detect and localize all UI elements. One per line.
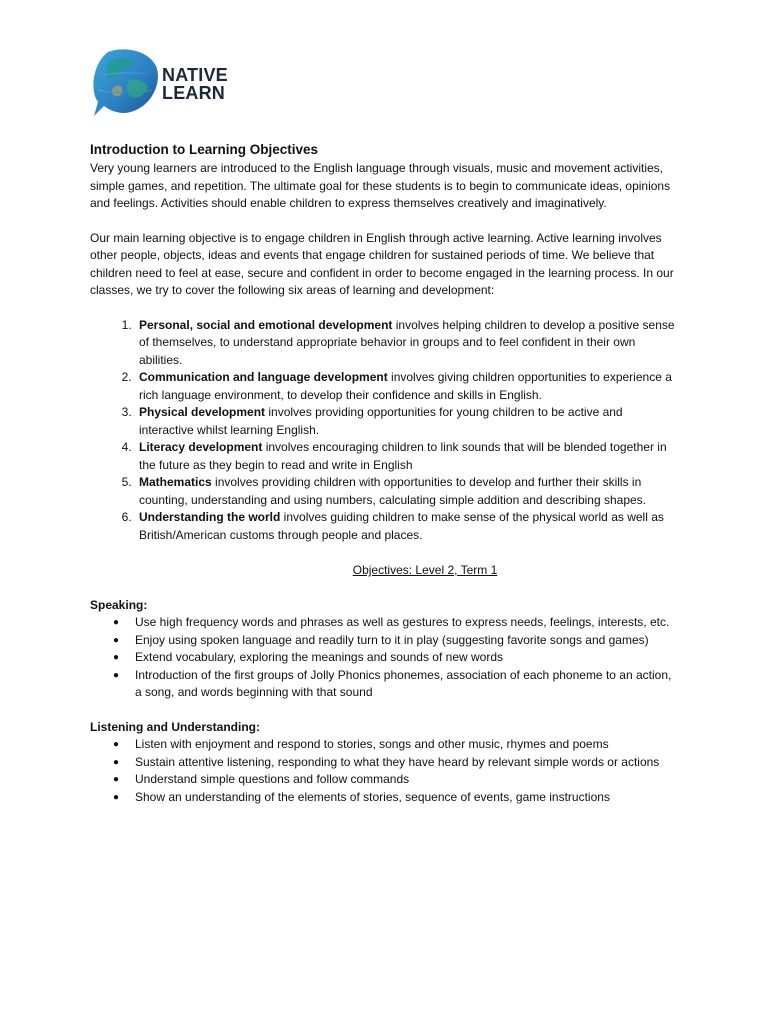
list-item — [135, 439, 680, 474]
list-item — [135, 509, 680, 544]
document-body — [90, 140, 680, 806]
area-description: involves giving children opportunities to experience a rich language environment, to develop their confidence and skills in English. — [139, 370, 672, 402]
list-item: ● Sustain attentive listening, responding to what they have heard by relevant simple words or actions — [135, 754, 680, 772]
list-item: ● Listen with enjoyment and respond to stories, songs and other music, rhymes and poems — [135, 736, 680, 754]
list-item: ● Understand simple questions and follow commands — [135, 771, 680, 789]
list-item: ● Extend vocabulary, exploring the meanings and sounds of new words — [135, 649, 680, 667]
area-name: Personal, social and emotional development — [139, 317, 393, 332]
area-name: Understanding the world — [139, 510, 281, 524]
globe-icon — [90, 46, 160, 120]
list-item: ● Enjoy using spoken language and readily turn to it in play (suggesting favorite songs and games) — [135, 632, 680, 650]
area-description: involves encouraging children to link sounds that will be blended together in the future as they begin to read and write in English — [139, 440, 667, 472]
list-item: ● Introduction of the first groups of Jolly Phonics phonemes, association of each phoneme to an action, a song, and words beginning with that sound — [135, 667, 680, 702]
logo-line-2: LEARN — [162, 83, 225, 103]
development-areas-list — [90, 317, 680, 545]
area-name: Mathematics — [139, 475, 212, 489]
objectives-heading: Objectives: Level 2, Term 1 — [352, 563, 498, 577]
area-name: Communication and language development — [139, 370, 388, 384]
intro-paragraph-1: Very young learners are introduced to the English language through visuals, music and movement activities, simple games, and repetition. The ultimate goal for these students is to begin to communicate ideas, opinions and feelings. Activities should enable children to express themselves creatively and imaginatively. — [90, 161, 671, 210]
listening-heading: Listening and Understanding: — [90, 719, 260, 734]
intro-paragraph-2: Our main learning objective is to engage children in English through active learning. Active learning involves other people, objects, ideas and events that engage children for sustained periods of time. We believe that children need to feel at ease, secure and confident in order to become engaged in the learning process. In our classes, we try to cover the following six areas of learning and development: — [90, 230, 674, 297]
list-item — [135, 474, 680, 509]
area-name: Physical development — [139, 405, 266, 419]
speaking-heading: Speaking: — [90, 597, 148, 612]
list-item: ● Show an understanding of the elements of stories, sequence of events, game instructions — [135, 789, 680, 807]
native-learn-logo — [90, 46, 250, 120]
area-description: involves providing opportunities for young children to be active and interactive whilst learning English. — [139, 405, 623, 437]
logo-line-1: NATIVE — [162, 65, 228, 85]
area-name: Literacy development — [139, 440, 263, 454]
list-item — [135, 317, 680, 370]
area-description: involves helping children to develop a positive sense of themselves, to understand appropriate behavior in groups and to feel confident in their own abilities. — [139, 317, 675, 367]
list-item: ● Use high frequency words and phrases as well as gestures to express needs, feelings, interests, etc. — [135, 614, 680, 632]
intro-title: Introduction to Learning Objectives — [90, 142, 319, 157]
area-description: involves providing children with opportunities to develop and further their skills in counting, understanding and using numbers, calculating simple addition and describing shapes. — [139, 475, 646, 507]
list-item — [135, 369, 680, 404]
speaking-list — [90, 614, 680, 702]
list-item — [135, 404, 680, 439]
logo-wordmark — [162, 66, 228, 102]
area-description: involves guiding children to make sense of the physical world as well as British/American customs through people and places. — [139, 510, 664, 542]
listening-list — [90, 736, 680, 806]
